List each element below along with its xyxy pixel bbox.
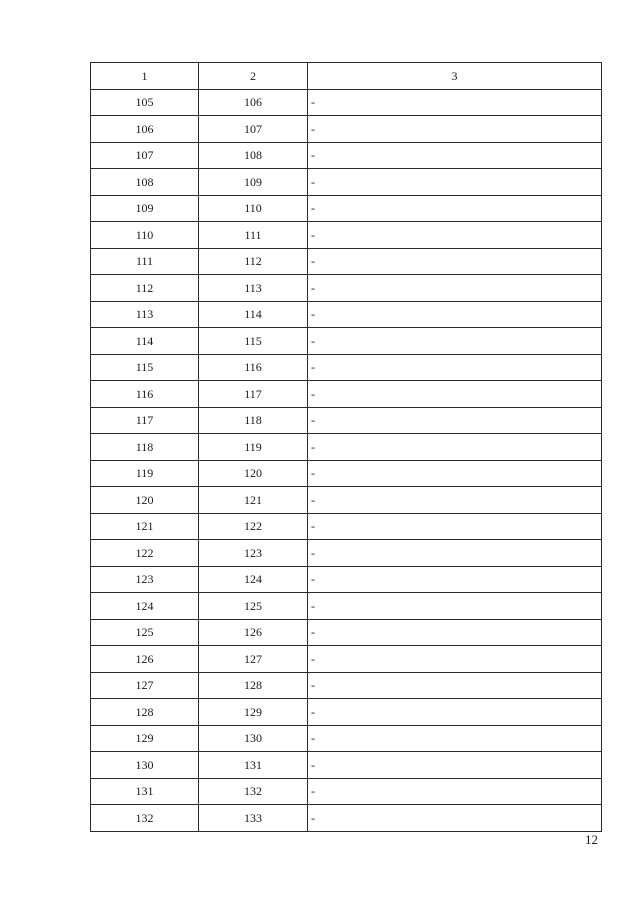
- table-cell-col-3: -: [308, 248, 602, 275]
- table-cell-col-2: 120: [199, 460, 308, 487]
- table-cell-col-2: 114: [199, 301, 308, 328]
- table-cell-col-1: 121: [91, 513, 199, 540]
- table-cell-col-3: -: [308, 593, 602, 620]
- table-cell-col-2: 106: [199, 89, 308, 116]
- table-cell-col-1: 105: [91, 89, 199, 116]
- table-cell-col-2: 125: [199, 593, 308, 620]
- table-cell-col-1: 131: [91, 778, 199, 805]
- page-number: 12: [585, 832, 598, 847]
- table-cell-col-2: 118: [199, 407, 308, 434]
- table-row: [91, 487, 602, 514]
- table-cell-col-3: -: [308, 222, 602, 249]
- table-cell-col-2: 107: [199, 116, 308, 143]
- table-row: [91, 381, 602, 408]
- table-row: [91, 195, 602, 222]
- table-cell-col-3: -: [308, 778, 602, 805]
- table-cell-col-3: -: [308, 725, 602, 752]
- table-row: [91, 89, 602, 116]
- table-cell-col-1: 128: [91, 699, 199, 726]
- table-cell-col-1: 110: [91, 222, 199, 249]
- table-cell-col-3: -: [308, 699, 602, 726]
- table-cell-col-1: 117: [91, 407, 199, 434]
- table-row: [91, 116, 602, 143]
- table-cell-col-1: 106: [91, 116, 199, 143]
- table-cell-col-1: 129: [91, 725, 199, 752]
- table-cell-col-2: 109: [199, 169, 308, 196]
- table-row: [91, 672, 602, 699]
- table-cell-col-3: -: [308, 301, 602, 328]
- table-row: [91, 566, 602, 593]
- table-cell-col-2: 108: [199, 142, 308, 169]
- table-cell-col-1: 109: [91, 195, 199, 222]
- table-cell-col-2: 133: [199, 805, 308, 832]
- table-cell-col-1: 107: [91, 142, 199, 169]
- table-cell-col-2: 113: [199, 275, 308, 302]
- column-header-1: 1: [91, 63, 199, 90]
- table-row: [91, 248, 602, 275]
- table-cell-col-2: 129: [199, 699, 308, 726]
- table-cell-col-3: -: [308, 434, 602, 461]
- table-cell-col-1: 108: [91, 169, 199, 196]
- table-cell-col-3: -: [308, 142, 602, 169]
- table-row: [91, 407, 602, 434]
- table-cell-col-3: -: [308, 354, 602, 381]
- table-cell-col-2: 110: [199, 195, 308, 222]
- table-cell-col-3: -: [308, 116, 602, 143]
- table-cell-col-3: -: [308, 407, 602, 434]
- table-row: [91, 752, 602, 779]
- table-row: [91, 354, 602, 381]
- table-cell-col-2: 117: [199, 381, 308, 408]
- table-row: [91, 540, 602, 567]
- table-cell-col-1: 127: [91, 672, 199, 699]
- table-row: [91, 778, 602, 805]
- table-cell-col-1: 132: [91, 805, 199, 832]
- table-row: [91, 725, 602, 752]
- table-cell-col-1: 123: [91, 566, 199, 593]
- column-header-2: 2: [199, 63, 308, 90]
- table-cell-col-2: 122: [199, 513, 308, 540]
- table-cell-col-1: 126: [91, 646, 199, 673]
- table-row: [91, 460, 602, 487]
- table-cell-col-2: 121: [199, 487, 308, 514]
- table-cell-col-1: 124: [91, 593, 199, 620]
- table-cell-col-2: 131: [199, 752, 308, 779]
- table-cell-col-3: -: [308, 646, 602, 673]
- table-cell-col-2: 111: [199, 222, 308, 249]
- table-cell-col-3: -: [308, 195, 602, 222]
- table-row: [91, 805, 602, 832]
- table-row: [91, 699, 602, 726]
- table-row: [91, 646, 602, 673]
- table-cell-col-3: -: [308, 672, 602, 699]
- table-row: [91, 619, 602, 646]
- table-row: [91, 222, 602, 249]
- table-cell-col-2: 123: [199, 540, 308, 567]
- table-cell-col-1: 111: [91, 248, 199, 275]
- table-row: [91, 275, 602, 302]
- table-row: [91, 142, 602, 169]
- table-cell-col-1: 115: [91, 354, 199, 381]
- table-row: [91, 301, 602, 328]
- table-header-row: [91, 63, 602, 90]
- table-cell-col-1: 125: [91, 619, 199, 646]
- table-cell-col-1: 116: [91, 381, 199, 408]
- table-cell-col-2: 119: [199, 434, 308, 461]
- table-cell-col-3: -: [308, 169, 602, 196]
- table-body: [91, 89, 602, 831]
- table-cell-col-3: -: [308, 752, 602, 779]
- table-cell-col-3: -: [308, 619, 602, 646]
- table-cell-col-2: 116: [199, 354, 308, 381]
- table-row: [91, 593, 602, 620]
- table-cell-col-3: -: [308, 566, 602, 593]
- table-row: [91, 169, 602, 196]
- table-row: [91, 328, 602, 355]
- column-header-3: 3: [308, 63, 602, 90]
- table-cell-col-1: 113: [91, 301, 199, 328]
- table-cell-col-2: 126: [199, 619, 308, 646]
- table-cell-col-2: 112: [199, 248, 308, 275]
- table-cell-col-3: -: [308, 328, 602, 355]
- table-cell-col-2: 127: [199, 646, 308, 673]
- table-cell-col-1: 130: [91, 752, 199, 779]
- table-cell-col-3: -: [308, 513, 602, 540]
- table-cell-col-1: 114: [91, 328, 199, 355]
- table-cell-col-3: -: [308, 381, 602, 408]
- table-cell-col-1: 118: [91, 434, 199, 461]
- table-cell-col-3: -: [308, 487, 602, 514]
- table-cell-col-3: -: [308, 460, 602, 487]
- table-cell-col-2: 115: [199, 328, 308, 355]
- table-cell-col-1: 119: [91, 460, 199, 487]
- table-cell-col-2: 124: [199, 566, 308, 593]
- table-cell-col-3: -: [308, 805, 602, 832]
- table-row: [91, 434, 602, 461]
- table-cell-col-1: 112: [91, 275, 199, 302]
- table-header: [91, 63, 602, 90]
- table-cell-col-1: 122: [91, 540, 199, 567]
- table-cell-col-2: 130: [199, 725, 308, 752]
- table-cell-col-2: 128: [199, 672, 308, 699]
- table-row: [91, 513, 602, 540]
- table-cell-col-1: 120: [91, 487, 199, 514]
- table-cell-col-3: -: [308, 89, 602, 116]
- table-cell-col-3: -: [308, 275, 602, 302]
- table-cell-col-3: -: [308, 540, 602, 567]
- data-table: [90, 62, 602, 832]
- table-cell-col-2: 132: [199, 778, 308, 805]
